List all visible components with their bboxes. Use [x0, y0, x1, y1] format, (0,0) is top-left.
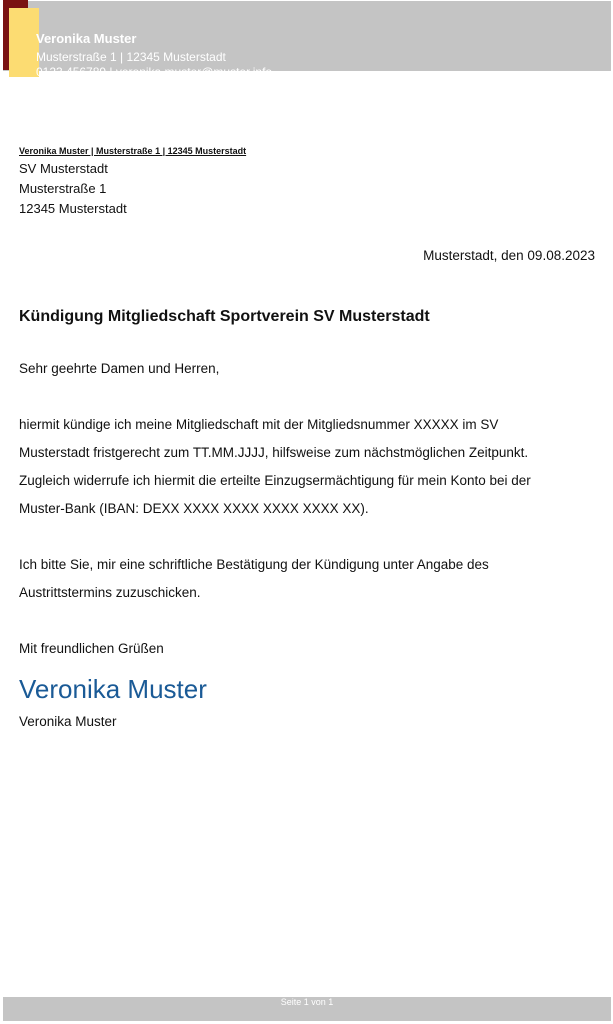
footer-bar	[3, 997, 611, 1021]
body-line: hiermit kündige ich meine Mitgliedschaft mit der Mitgliedsnummer XXXXX im SV	[19, 417, 499, 432]
letter-date: Musterstadt, den 09.08.2023	[423, 248, 595, 263]
letter-subject: Kündigung Mitgliedschaft Sportverein SV Musterstadt	[19, 308, 430, 325]
body-line: Ich bitte Sie, mir eine schriftliche Bestätigung der Kündigung unter Angabe des	[19, 557, 489, 572]
page-number: Seite 1 von 1	[280, 997, 334, 1007]
signature: Veronika Muster	[19, 674, 207, 704]
body-line: Zugleich widerrufe ich hiermit die erteilte Einzugsermächtigung für mein Konto bei der	[19, 473, 531, 488]
closing: Mit freundlichen Grüßen	[19, 641, 164, 656]
recipient-line: 12345 Musterstadt	[19, 201, 127, 216]
body-line: Muster-Bank (IBAN: DEXX XXXX XXXX XXXX XXXX XX).	[19, 501, 369, 516]
body-line: Austrittstermins zuzuschicken.	[19, 585, 201, 600]
recipient-line: SV Musterstadt	[19, 161, 108, 176]
header-contact-text: 0123 456789 | veronika.muster@muster.info	[36, 65, 273, 79]
recipient-line: Musterstraße 1	[19, 181, 107, 196]
sender-return-line: Veronika Muster | Musterstraße 1 | 12345 Musterstadt	[19, 146, 247, 156]
header-accent-yellow	[9, 8, 39, 77]
header-address: Musterstraße 1 | 12345 Musterstadt	[36, 50, 226, 64]
salutation: Sehr geehrte Damen und Herren,	[19, 361, 220, 376]
header-contact	[36, 65, 273, 79]
header-name: Veronika Muster	[36, 31, 137, 46]
body-line: Musterstadt fristgerecht zum TT.MM.JJJJ, hilfsweise zum nächstmöglichen Zeitpunkt.	[19, 445, 529, 460]
signed-name: Veronika Muster	[19, 714, 117, 729]
